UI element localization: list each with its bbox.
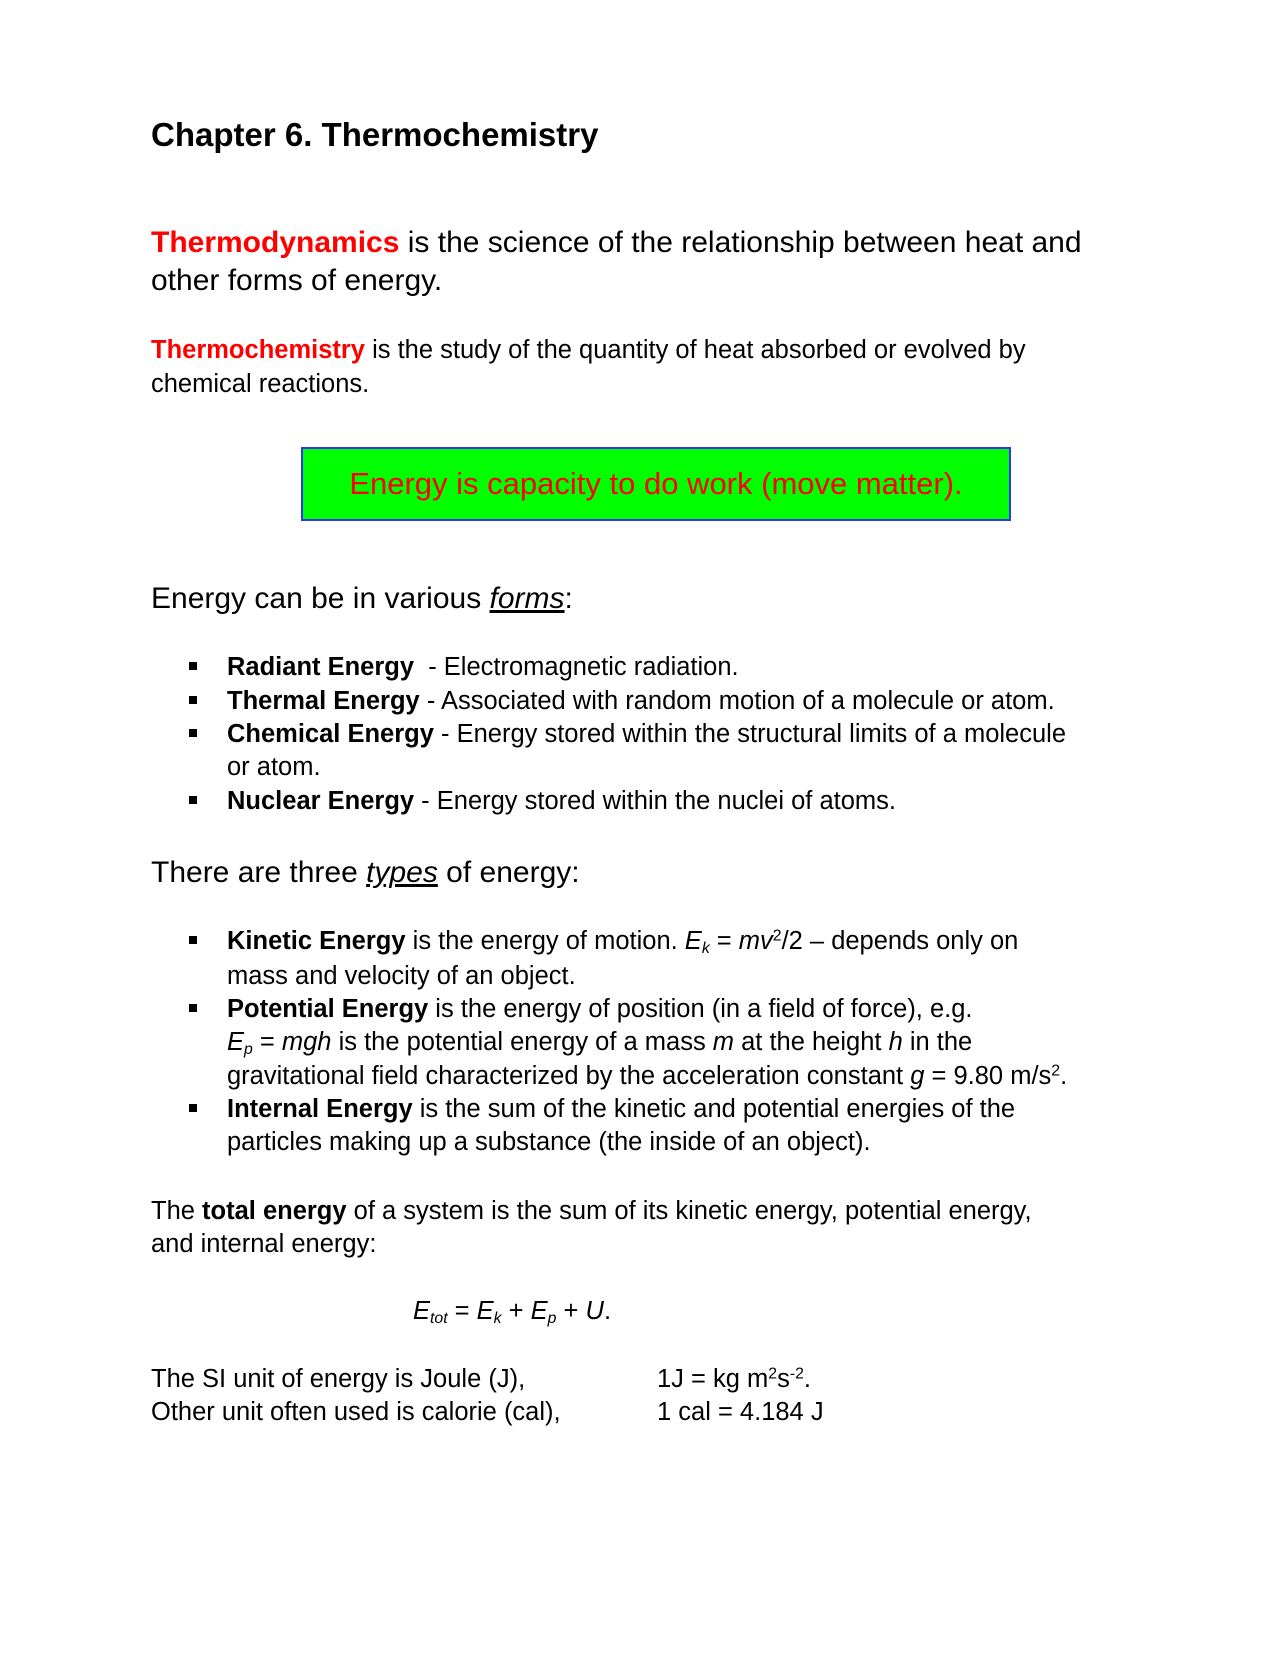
equation-operator: + (501, 1297, 531, 1325)
item-desc: = 9.80 m/s (924, 1062, 1052, 1090)
list-item (227, 655, 739, 681)
equation-subscript: k (493, 1309, 502, 1327)
total-energy-paragraph (151, 1199, 1032, 1225)
equation-operator: = (447, 1297, 477, 1325)
unit-superscript: -2 (789, 1365, 804, 1383)
paragraph-text: of a system is the sum of its kinetic energy, potential energy, (346, 1197, 1032, 1225)
energy-callout-box (301, 447, 1011, 521)
heading-text: of energy: (437, 856, 580, 889)
item-desc: - Electromagnetic radiation. (414, 653, 739, 681)
item-desc: is the potential energy of a mass (331, 1028, 713, 1056)
list-item-internal (227, 1097, 1015, 1123)
equation-symbol: mgh (281, 1028, 332, 1056)
equation-symbol: E (684, 927, 702, 955)
bullet-icon (189, 1004, 197, 1012)
equation-operator: = (709, 927, 739, 955)
equation-superscript: 2 (1051, 1062, 1061, 1080)
bullet-icon (189, 1104, 197, 1112)
item-term: Nuclear Energy (227, 787, 415, 815)
item-desc: at the height (734, 1028, 889, 1056)
item-desc: /2 – depends only on (781, 927, 1019, 955)
thermochemistry-definition-cont: chemical reactions. (151, 370, 370, 398)
equation-symbol: E (413, 1297, 431, 1325)
term-thermochemistry: Thermochemistry (151, 336, 365, 364)
equation-subscript: k (701, 939, 710, 957)
list-item (227, 689, 1055, 715)
heading-emphasis: types (366, 856, 438, 889)
equation-subscript: tot (430, 1309, 448, 1327)
list-item-cont: mass and velocity of an object. (227, 962, 576, 990)
equation-subscript: p (547, 1309, 557, 1327)
term-total-energy: total energy (202, 1197, 347, 1225)
calorie-unit-label: Other unit often used is calorie (cal), (151, 1398, 561, 1426)
equation-superscript: 2 (772, 927, 782, 945)
unit-text: s (777, 1365, 790, 1393)
equation-symbol: E (476, 1297, 494, 1325)
thermodynamics-definition (151, 228, 1082, 258)
unit-text: 1J = kg m (657, 1365, 769, 1393)
item-term: Radiant Energy (227, 653, 415, 681)
heading-text: There are three (151, 856, 367, 889)
item-term: Kinetic Energy (227, 927, 406, 955)
equation-operator: = (252, 1028, 282, 1056)
bullet-icon (189, 696, 197, 704)
si-unit-value (657, 1367, 811, 1393)
list-item-kinetic (227, 929, 1018, 955)
term-thermodynamics: Thermodynamics (151, 226, 400, 259)
item-desc: - Energy stored within the structural limits of a molecule (433, 720, 1067, 748)
item-desc: is the sum of the kinetic and potential energies of the (412, 1095, 1016, 1123)
item-desc: in the (902, 1028, 973, 1056)
item-desc: is the energy of position (in a field of force), e.g. (428, 995, 973, 1023)
list-item-cont: particles making up a substance (the inside of an object). (227, 1128, 871, 1156)
equation-symbol: E (227, 1028, 245, 1056)
thermodynamics-definition-cont: other forms of energy. (151, 264, 443, 297)
equation-symbol: mv (738, 927, 773, 955)
unit-text: . (803, 1365, 811, 1393)
equation-symbol: m (712, 1028, 735, 1056)
forms-heading (151, 584, 573, 614)
list-item-cont (227, 1030, 972, 1056)
heading-text: Energy can be in various (151, 582, 490, 615)
total-energy-equation (413, 1299, 611, 1325)
item-term: Chemical Energy (227, 720, 434, 748)
equation-symbol: U (585, 1297, 604, 1325)
thermochemistry-definition (151, 338, 1026, 364)
item-term: Potential Energy (227, 995, 429, 1023)
calorie-unit-value: 1 cal = 4.184 J (657, 1398, 824, 1426)
unit-superscript: 2 (768, 1365, 778, 1383)
callout-text: Energy is capacity to do work (move matter). (349, 466, 963, 501)
definition-text: is the study of the quantity of heat absorbed or evolved by (365, 336, 1026, 364)
item-term: Thermal Energy (227, 687, 420, 715)
bullet-icon (189, 729, 197, 737)
equation-symbol: h (888, 1028, 903, 1056)
item-desc: - Energy stored within the nuclei of atoms. (414, 787, 896, 815)
types-heading (151, 858, 580, 888)
bullet-icon (189, 796, 197, 804)
item-desc: is the energy of motion. (405, 927, 685, 955)
equation-operator: + (556, 1297, 586, 1325)
list-item-cont: or atom. (227, 753, 321, 781)
equation-subscript: p (244, 1040, 253, 1058)
item-desc: gravitational field characterized by the acceleration constant (227, 1062, 911, 1090)
si-unit-label: The SI unit of energy is Joule (J), (151, 1365, 526, 1393)
list-item (227, 789, 896, 815)
item-desc: . (1060, 1062, 1068, 1090)
list-item-cont (227, 1064, 1067, 1090)
definition-text: is the science of the relationship between heat and (399, 226, 1082, 259)
bullet-icon (189, 936, 197, 944)
page-title: Chapter 6. Thermochemistry (151, 116, 599, 153)
heading-emphasis: forms (489, 582, 565, 615)
item-desc: - Associated with random motion of a molecule or atom. (419, 687, 1055, 715)
list-item (227, 722, 1066, 748)
equation-symbol: E (530, 1297, 548, 1325)
item-term: Internal Energy (227, 1095, 413, 1123)
equation-symbol: g (910, 1062, 925, 1090)
heading-text: : (564, 582, 573, 615)
paragraph-text: The (151, 1197, 203, 1225)
equation-operator: . (603, 1297, 612, 1325)
list-item-potential (227, 997, 973, 1023)
bullet-icon (189, 662, 197, 670)
total-energy-paragraph-cont: and internal energy: (151, 1230, 377, 1258)
